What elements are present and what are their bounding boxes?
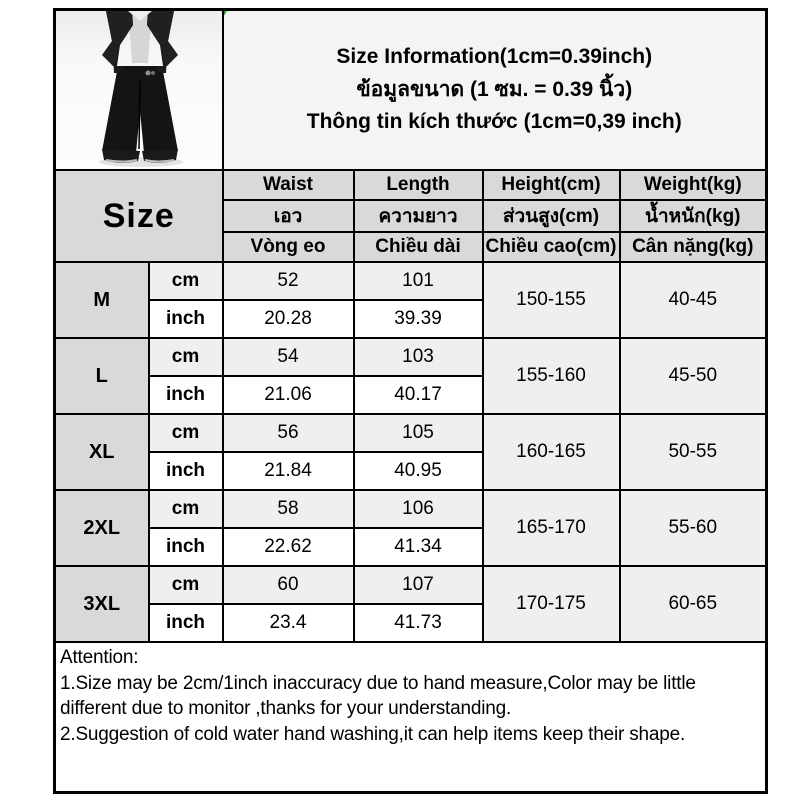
height-header-en: Height(cm) xyxy=(483,170,620,200)
waist-cm-value: 58 xyxy=(223,490,354,528)
waist-inch-value: 22.62 xyxy=(223,528,354,566)
height-range-value: 150-155 xyxy=(483,262,620,338)
waist-header-th: เอว xyxy=(223,200,354,232)
waist-cm-value: 52 xyxy=(223,262,354,300)
size-chart-sheet xyxy=(53,8,768,794)
weight-range-value: 50-55 xyxy=(620,414,767,490)
title-english: Size Information(1cm=0.39inch) xyxy=(336,45,653,69)
length-cm-value: 101 xyxy=(354,262,483,300)
waist-cm-value: 54 xyxy=(223,338,354,376)
waist-cm-value: 60 xyxy=(223,566,354,604)
waist-inch-value: 21.84 xyxy=(223,452,354,490)
size-label-l: L xyxy=(55,338,149,414)
unit-inch-label: inch xyxy=(149,528,223,566)
unit-cm-label: cm xyxy=(149,262,223,300)
length-cm-value: 105 xyxy=(354,414,483,452)
length-cm-value: 106 xyxy=(354,490,483,528)
height-range-value: 160-165 xyxy=(483,414,620,490)
waist-header-vi: Vòng eo xyxy=(223,232,354,262)
height-range-value: 165-170 xyxy=(483,490,620,566)
attention-line-2: 2.Suggestion of cold water hand washing,it can help items keep their shape. xyxy=(60,723,686,745)
unit-cm-label: cm xyxy=(149,490,223,528)
attention-note xyxy=(55,642,767,792)
unit-inch-label: inch xyxy=(149,376,223,414)
attention-line-1: 1.Size may be 2cm/1inch inaccuracy due to hand measure,Color may be little different due to monitor ,thanks for your understanding. xyxy=(60,672,696,719)
length-inch-value: 40.95 xyxy=(354,452,483,490)
product-photo xyxy=(55,10,223,171)
weight-range-value: 55-60 xyxy=(620,490,767,566)
weight-header-en: Weight(kg) xyxy=(620,170,767,200)
title-vietnamese: Thông tin kích thước (1cm=0,39 inch) xyxy=(306,110,682,134)
waist-inch-value: 23.4 xyxy=(223,604,354,642)
length-cm-value: 107 xyxy=(354,566,483,604)
weight-header-th: น้ำหนัก(kg) xyxy=(620,200,767,232)
unit-cm-label: cm xyxy=(149,566,223,604)
length-header-th: ความยาว xyxy=(354,200,483,232)
weight-range-value: 45-50 xyxy=(620,338,767,414)
size-label-m: M xyxy=(55,262,149,338)
unit-inch-label: inch xyxy=(149,452,223,490)
waist-inch-value: 21.06 xyxy=(223,376,354,414)
height-range-value: 155-160 xyxy=(483,338,620,414)
height-header-th: ส่วนสูง(cm) xyxy=(483,200,620,232)
length-inch-value: 40.17 xyxy=(354,376,483,414)
length-inch-value: 41.73 xyxy=(354,604,483,642)
size-label-3xl: 3XL xyxy=(55,566,149,642)
waist-cm-value: 56 xyxy=(223,414,354,452)
waist-inch-value: 20.28 xyxy=(223,300,354,338)
model-photo-illustration xyxy=(56,11,223,169)
size-column-header: Size xyxy=(55,170,223,262)
unit-inch-label: inch xyxy=(149,300,223,338)
title-block xyxy=(223,10,767,171)
unit-inch-label: inch xyxy=(149,604,223,642)
weight-range-value: 60-65 xyxy=(620,566,767,642)
size-label-xl: XL xyxy=(55,414,149,490)
title-thai: ข้อมูลขนาด (1 ซม. = 0.39 นิ้ว) xyxy=(356,77,633,101)
height-header-vi: Chiều cao(cm) xyxy=(483,232,620,262)
height-range-value: 170-175 xyxy=(483,566,620,642)
weight-range-value: 40-45 xyxy=(620,262,767,338)
attention-heading: Attention: xyxy=(60,647,139,668)
green-corner-marker-icon xyxy=(223,10,228,20)
size-table xyxy=(53,8,768,794)
unit-cm-label: cm xyxy=(149,414,223,452)
length-inch-value: 41.34 xyxy=(354,528,483,566)
length-cm-value: 103 xyxy=(354,338,483,376)
waist-header-en: Waist xyxy=(223,170,354,200)
weight-header-vi: Cân nặng(kg) xyxy=(620,232,767,262)
length-header-vi: Chiều dài xyxy=(354,232,483,262)
unit-cm-label: cm xyxy=(149,338,223,376)
length-inch-value: 39.39 xyxy=(354,300,483,338)
length-header-en: Length xyxy=(354,170,483,200)
size-label-2xl: 2XL xyxy=(55,490,149,566)
